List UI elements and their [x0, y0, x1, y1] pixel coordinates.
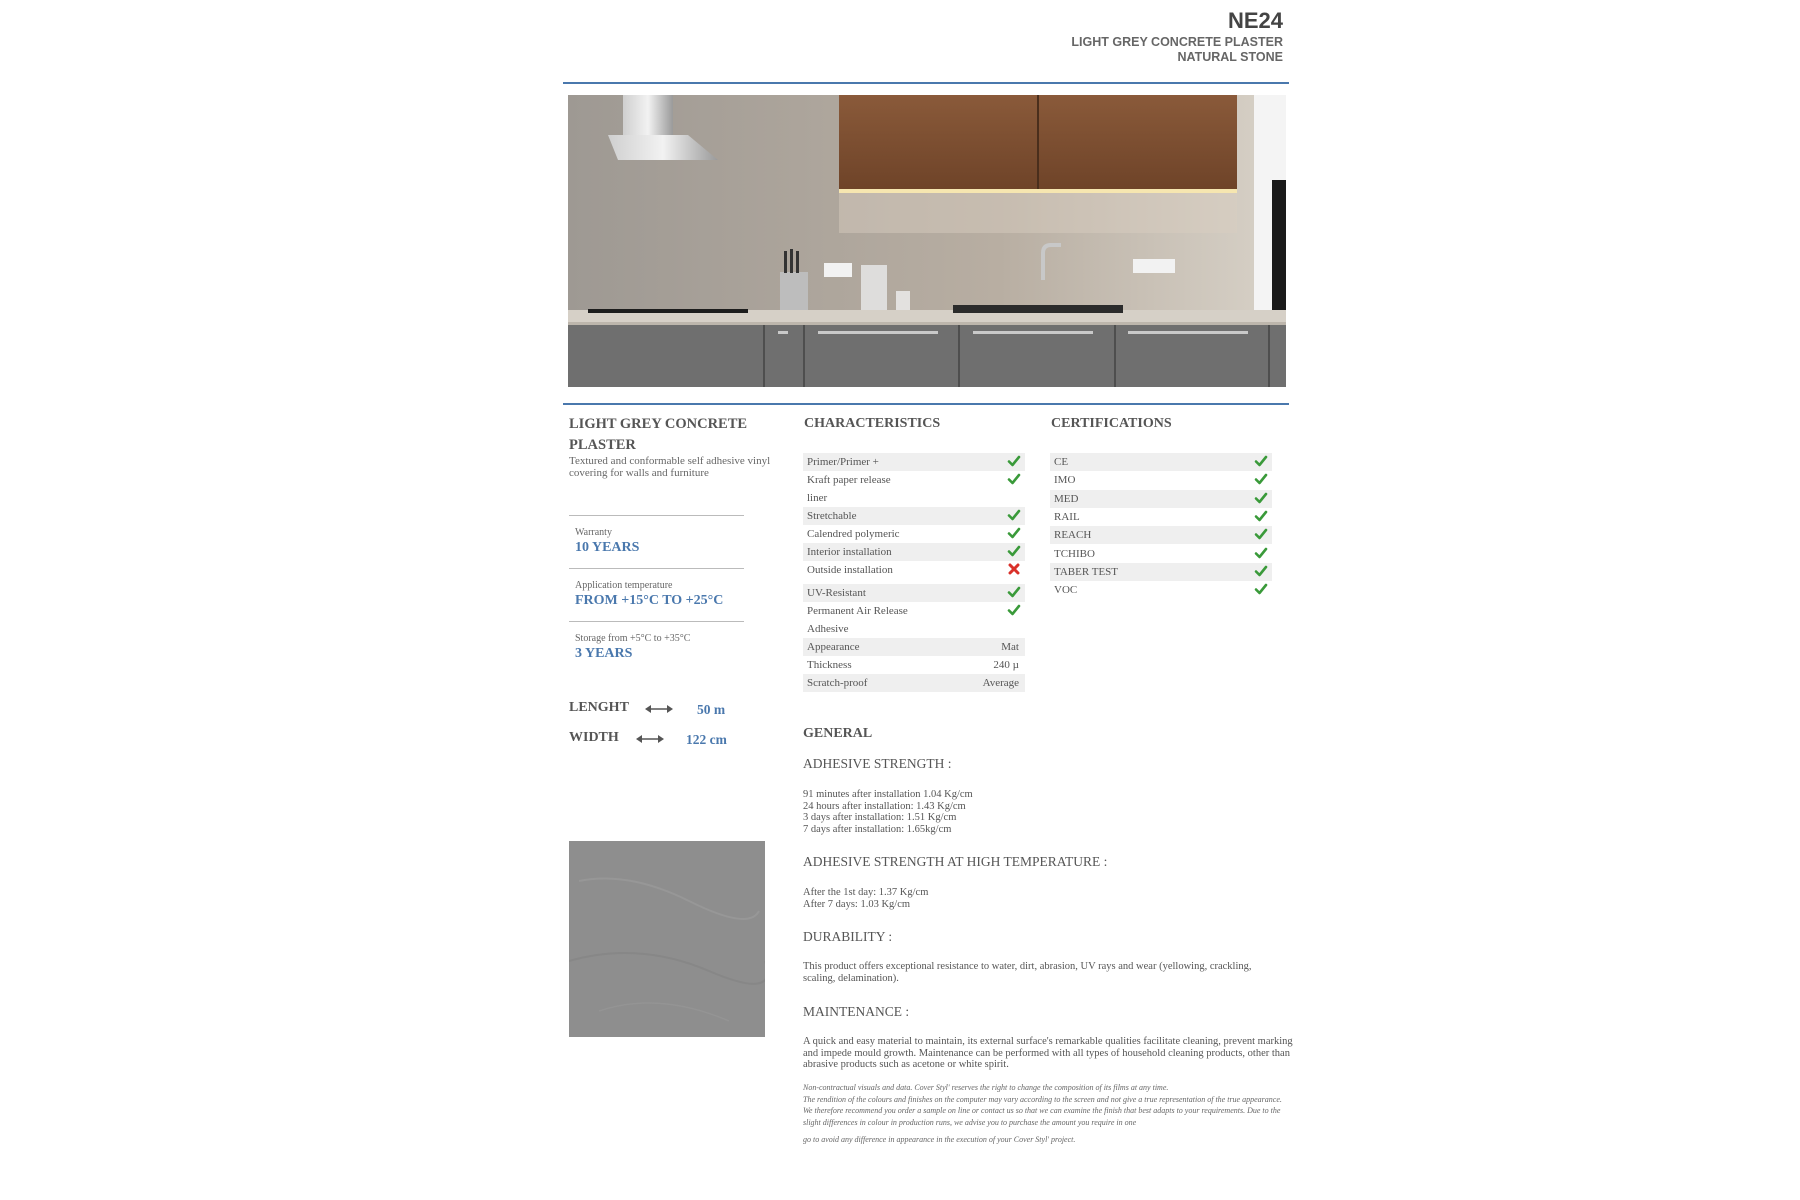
characteristics-row	[803, 453, 1025, 471]
check-icon	[1007, 472, 1021, 486]
length-label: LENGHT	[569, 700, 629, 715]
characteristics-label: Permanent Air Release	[807, 605, 908, 617]
high-temp-line: After the 1st day: 1.37 Kg/cm	[803, 887, 929, 898]
disclaimer-line-1: Non-contractual visuals and data. Cover Styl' reserves the right to change the composition of its films at any time.	[803, 1083, 1169, 1092]
product-subtitle-1: LIGHT GREY CONCRETE PLASTER	[1071, 35, 1283, 49]
characteristics-row	[803, 602, 1025, 620]
certification-label: TCHIBO	[1054, 547, 1095, 560]
certification-row	[1050, 526, 1272, 544]
certification-row	[1050, 490, 1272, 508]
adhesive-strength-line: 3 days after installation: 1.51 Kg/cm	[803, 812, 957, 823]
warranty-label: Warranty	[575, 527, 612, 538]
cross-icon	[1007, 562, 1021, 576]
high-temp-line: After 7 days: 1.03 Kg/cm	[803, 898, 911, 910]
certifications-title: CERTIFICATIONS	[1051, 416, 1172, 431]
adhesive-strength-title: ADHESIVE STRENGTH :	[803, 756, 952, 771]
certification-label: REACH	[1054, 529, 1092, 542]
certification-row	[1050, 563, 1272, 581]
characteristics-label: Outside installation	[807, 564, 893, 576]
disclaimer-line-2: The rendition of the colours and finishes on the computer may vary according to the screen and not give a true representation of the true appearance. We therefore recommend you order a sample on line or contact us so that we can examine the finish that best adapts to your requirements. Due to the slight differences in colour in production runs, we advise you to purchase the amount you require in one	[803, 1094, 1282, 1127]
characteristics-title: CHARACTERISTICS	[804, 416, 941, 431]
product-name-line-2: PLASTER	[569, 437, 636, 453]
check-icon	[1007, 544, 1021, 558]
maintenance-title: MAINTENANCE :	[803, 1004, 910, 1019]
characteristics-value: Average	[982, 677, 1019, 689]
certification-row	[1050, 453, 1272, 471]
durability-title: DURABILITY :	[803, 929, 893, 944]
characteristics-value: 240 µ	[993, 659, 1019, 671]
check-icon	[1254, 546, 1268, 560]
check-icon	[1007, 603, 1021, 617]
certification-label: TABER TEST	[1054, 565, 1119, 578]
check-icon	[1254, 454, 1268, 468]
characteristics-label: Kraft paper release	[807, 474, 891, 486]
general-title: GENERAL	[803, 726, 873, 741]
characteristics-value: Mat	[1001, 641, 1019, 653]
application-temperature-label: Application temperature	[575, 580, 673, 591]
divider	[569, 515, 744, 516]
certification-row	[1050, 545, 1272, 563]
characteristics-label: Primer/Primer +	[807, 456, 879, 468]
characteristics-label: Stretchable	[807, 510, 857, 522]
storage-label: Storage from +5°C to +35°C	[575, 633, 691, 644]
certification-label: IMO	[1054, 474, 1076, 487]
application-temperature-value: FROM +15°C TO +25°C	[575, 593, 724, 608]
characteristics-row	[803, 656, 1025, 674]
characteristics-label: Scratch-proof	[807, 677, 868, 689]
check-icon	[1254, 582, 1268, 596]
certification-label: MED	[1054, 492, 1079, 505]
product-name-line-1: LIGHT GREY CONCRETE	[569, 416, 748, 432]
durability-text: This product offers exceptional resistance to water, dirt, abrasion, UV rays and wear (yellowing, crackling, scaling, delamination).	[803, 961, 1252, 984]
high-temp-list	[803, 887, 928, 910]
product-name	[569, 414, 769, 456]
check-icon	[1254, 527, 1268, 541]
disclaimer	[803, 1082, 1293, 1146]
check-icon	[1254, 472, 1268, 486]
check-icon	[1007, 585, 1021, 599]
header-divider	[563, 82, 1289, 84]
characteristics-row	[803, 620, 1025, 638]
adhesive-strength-line: 24 hours after installation: 1.43 Kg/cm	[803, 800, 966, 812]
characteristics-label: Appearance	[807, 641, 860, 653]
high-temp-title: ADHESIVE STRENGTH AT HIGH TEMPERATURE :	[803, 854, 1108, 869]
check-icon	[1254, 509, 1268, 523]
width-value: 122 cm	[686, 732, 727, 747]
certification-row	[1050, 471, 1272, 489]
check-icon	[1254, 491, 1268, 505]
certification-label: VOC	[1054, 584, 1078, 597]
double-arrow-icon	[645, 704, 673, 714]
adhesive-strength-line: 7 days after installation: 1.65kg/cm	[803, 823, 952, 835]
certification-label: CE	[1054, 456, 1069, 468]
width-label: WIDTH	[569, 730, 619, 745]
check-icon	[1254, 564, 1268, 578]
characteristics-label: UV-Resistant	[807, 587, 866, 599]
product-description: Textured and conformable self adhesive vinyl covering for walls and furniture	[569, 455, 771, 479]
adhesive-strength-list	[803, 789, 973, 835]
disclaimer-line-3: go to avoid any difference in appearance in the execution of your Cover Styl' project.	[803, 1135, 1076, 1144]
characteristics-label: Calendred polymeric	[807, 528, 900, 540]
characteristics-row	[803, 489, 1025, 507]
section-divider	[563, 403, 1289, 405]
characteristics-label: Adhesive	[807, 623, 849, 635]
product-code: NE24	[1227, 8, 1283, 33]
maintenance-text: A quick and easy material to maintain, its external surface's remarkable qualities facilitate cleaning, prevent marking and impede mould growth. Maintenance can be performed with all types of household cleaning products, other than abrasive products such as acetone or white spirit.	[803, 1036, 1293, 1070]
divider	[569, 568, 744, 569]
check-icon	[1007, 454, 1021, 468]
characteristics-row	[803, 507, 1025, 525]
characteristics-row	[803, 584, 1025, 602]
characteristics-label: Interior installation	[807, 546, 892, 558]
length-value: 50 m	[697, 702, 726, 717]
warranty-value: 10 YEARS	[575, 540, 640, 555]
storage-value: 3 YEARS	[575, 646, 633, 661]
check-icon	[1007, 526, 1021, 540]
certification-row	[1050, 508, 1272, 526]
check-icon	[1007, 508, 1021, 522]
characteristics-row	[803, 543, 1025, 561]
characteristics-row	[803, 525, 1025, 543]
divider	[569, 621, 744, 622]
characteristics-row	[803, 561, 1025, 579]
adhesive-strength-line: 91 minutes after installation 1.04 Kg/cm	[803, 789, 973, 800]
material-swatch	[569, 841, 765, 1037]
product-subtitle-2: NATURAL STONE	[1177, 50, 1283, 64]
characteristics-row	[803, 638, 1025, 656]
certification-label: RAIL	[1054, 510, 1080, 523]
characteristics-label: liner	[807, 492, 828, 504]
characteristics-row	[803, 674, 1025, 692]
characteristics-row	[803, 471, 1025, 489]
characteristics-label: Thickness	[807, 659, 852, 671]
certification-row	[1050, 581, 1272, 599]
kitchen-photo	[568, 95, 1286, 387]
double-arrow-icon	[636, 734, 664, 744]
